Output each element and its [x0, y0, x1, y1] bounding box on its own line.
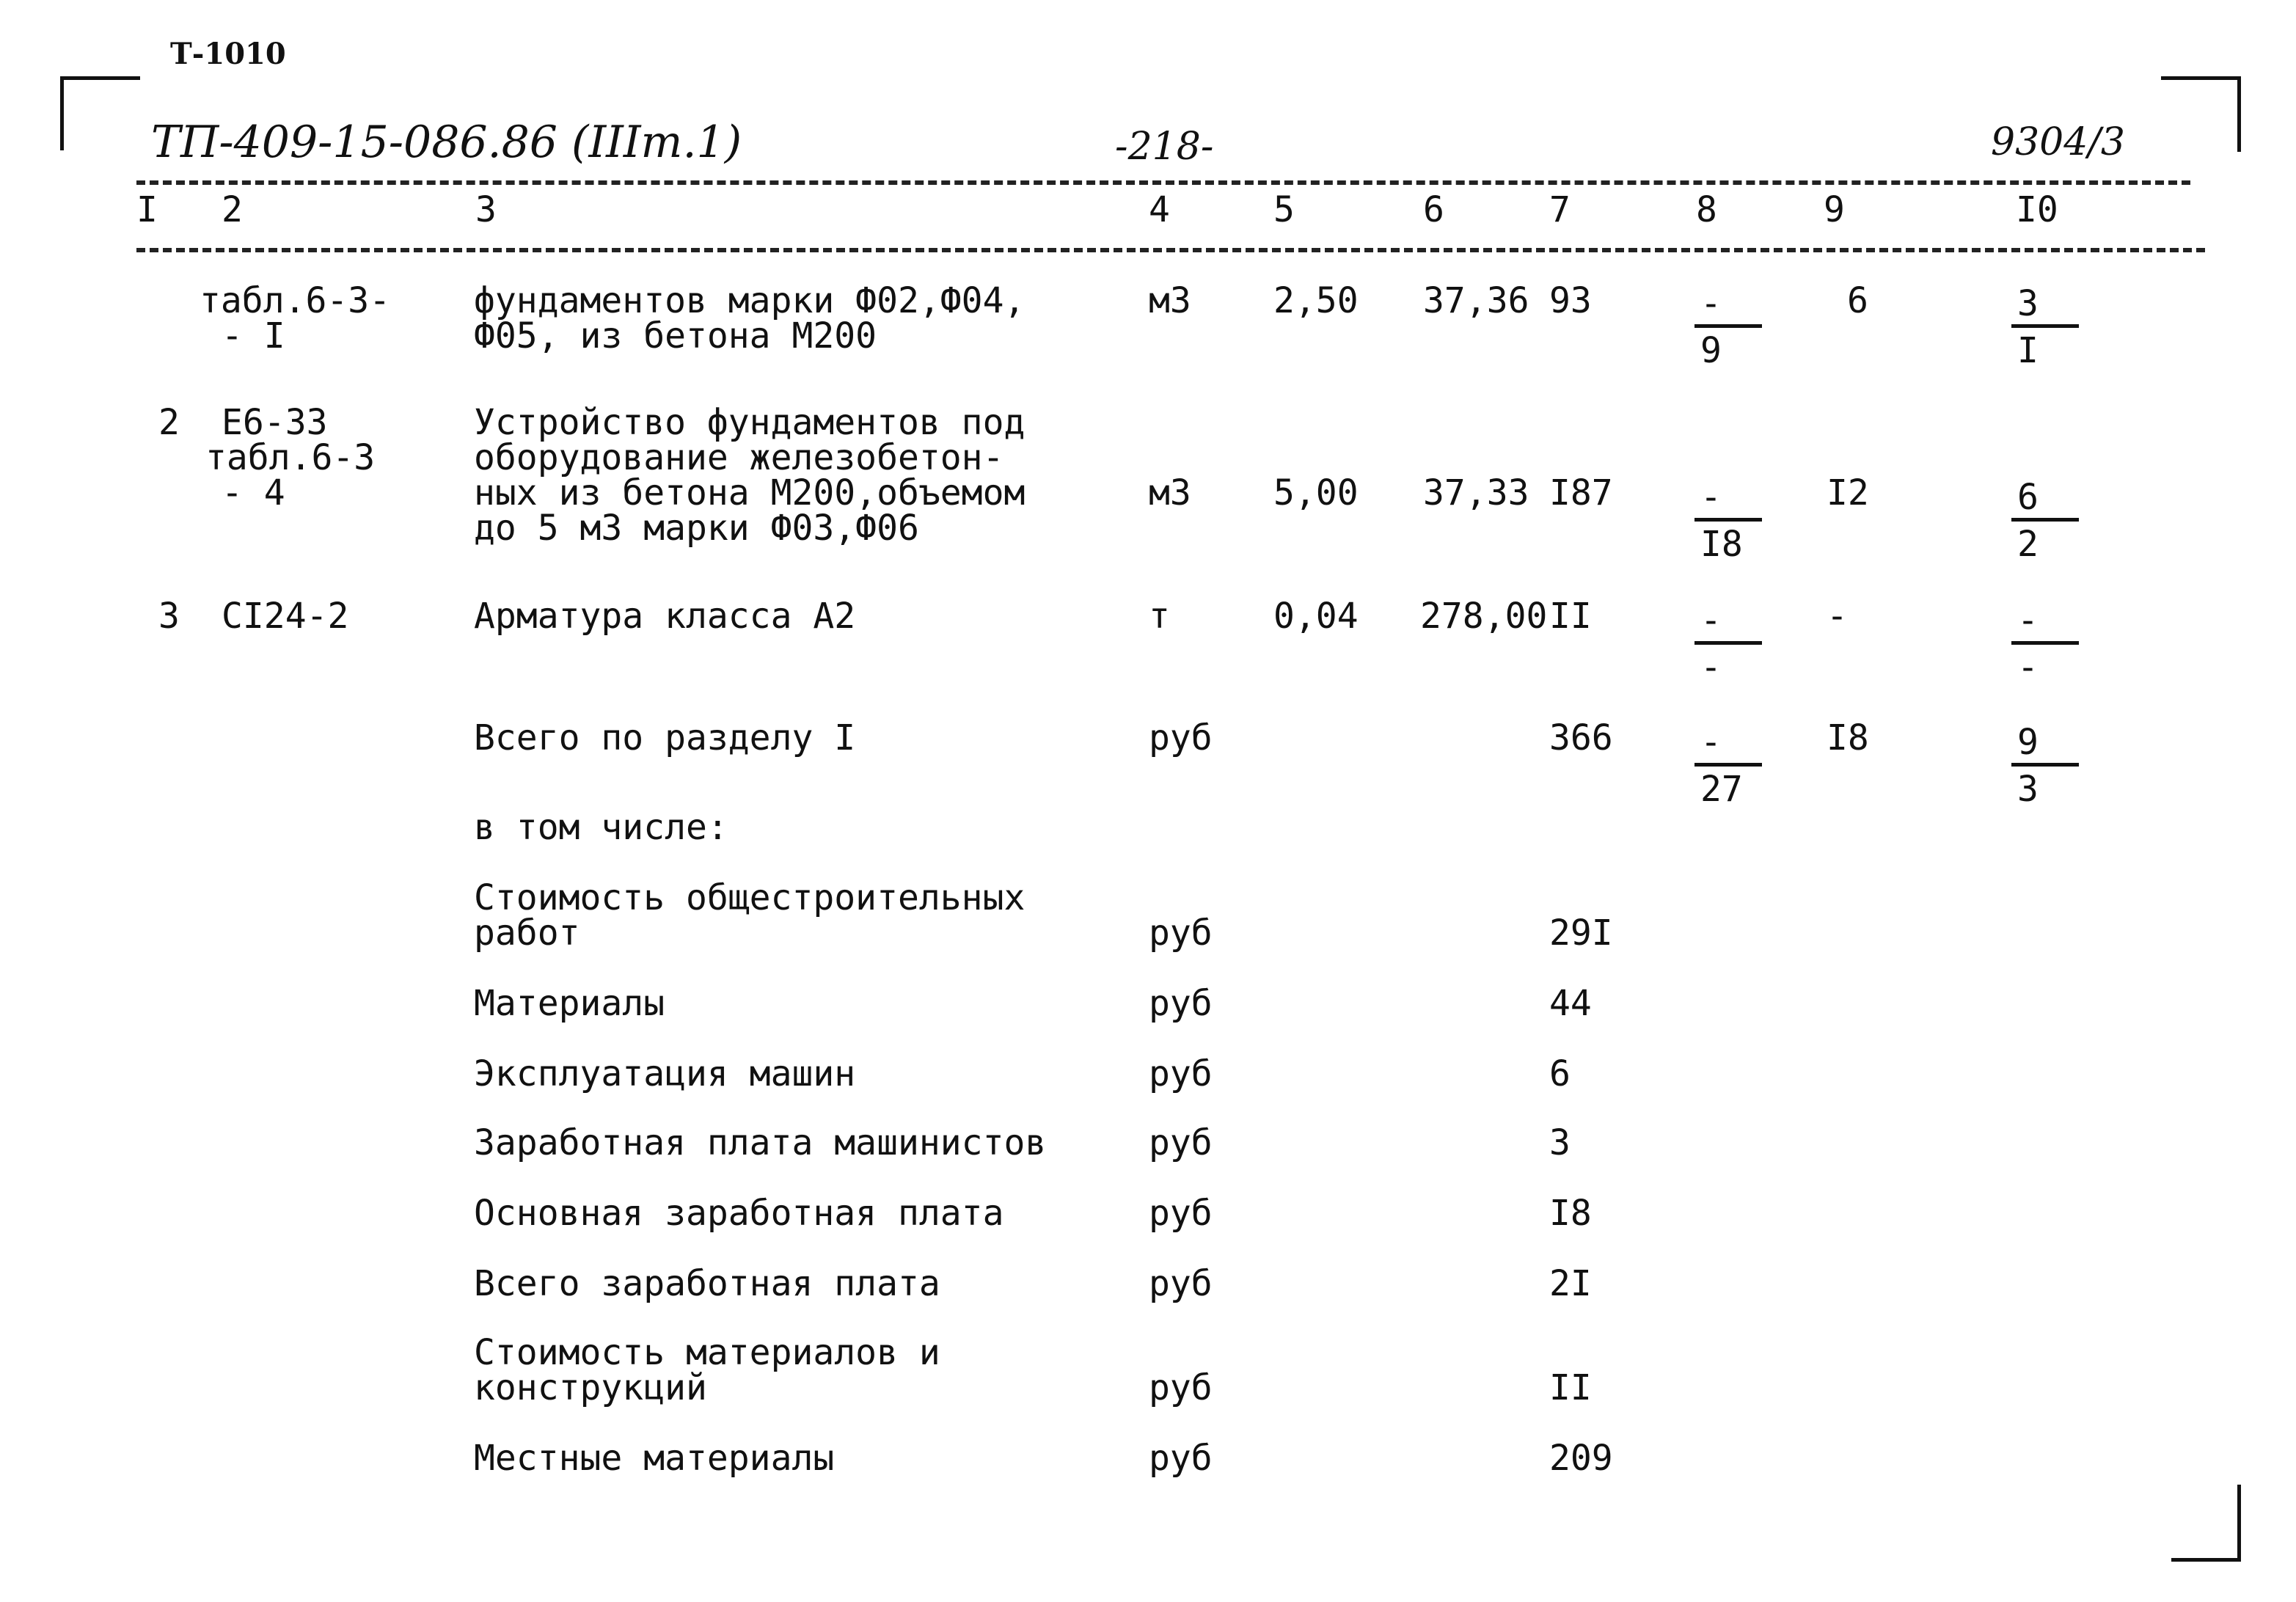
row-total: 93	[1549, 280, 1592, 321]
row-col8-fraction	[1694, 600, 1768, 688]
row-col9: -	[1827, 596, 1848, 637]
row-description-line: оборудование железобетон-	[474, 437, 1004, 478]
fraction-numerator: -	[2017, 600, 2039, 641]
row-total: II	[1549, 596, 1592, 637]
row-code-line: - 4	[222, 472, 285, 513]
fraction-numerator: -	[1700, 283, 1722, 324]
breakdown-unit: руб	[1149, 1438, 1213, 1479]
breakdown-unit: руб	[1149, 1263, 1213, 1304]
section-total-value: 366	[1549, 717, 1613, 758]
row-price: 278,00	[1420, 596, 1548, 637]
row-col10-fraction	[2011, 477, 2085, 565]
row-code-line: табл.6-3-	[200, 280, 391, 321]
row-col9: 6	[1847, 280, 1868, 321]
breakdown-unit: руб	[1149, 1367, 1213, 1408]
row-description-line: до 5 м3 марки Ф03,Ф06	[474, 508, 919, 549]
section-total-col8-fraction	[1694, 722, 1768, 810]
fraction-bar	[1694, 324, 1762, 328]
column-header-4: 4	[1149, 189, 1170, 230]
row-code-line: - I	[222, 315, 285, 356]
breakdown-value: 29I	[1549, 912, 1613, 954]
column-header-1: I	[136, 189, 158, 230]
row-code-line: Е6-33	[222, 402, 328, 443]
row-quantity: 2,50	[1273, 280, 1359, 321]
breakdown-label-line: Всего заработная плата	[474, 1263, 940, 1304]
breakdown-unit: руб	[1149, 912, 1213, 954]
reference-number: 9304/3	[1991, 120, 2125, 164]
row-description-line: ных из бетона М200,объемом	[474, 472, 1025, 513]
fraction-bar	[2011, 763, 2079, 767]
fraction-denominator: 27	[1700, 769, 1743, 810]
header-rule-top	[136, 180, 2190, 185]
row-col9: I2	[1827, 472, 1869, 513]
fraction-denominator: -	[1700, 647, 1722, 688]
row-code-line: СI24-2	[222, 596, 349, 637]
row-total: I87	[1549, 472, 1613, 513]
fraction-numerator: -	[1700, 722, 1722, 763]
row-quantity: 0,04	[1273, 596, 1359, 637]
breakdown-value: 3	[1549, 1122, 1571, 1163]
row-unit: м3	[1149, 280, 1191, 321]
breakdown-label-line: Материалы	[474, 983, 665, 1024]
fraction-bar	[2011, 518, 2079, 522]
fraction-numerator: 6	[2017, 477, 2039, 518]
fraction-numerator: 9	[2017, 722, 2039, 763]
breakdown-label-line: работ	[474, 912, 580, 954]
breakdown-label-line: Стоимость общестроительных	[474, 877, 1025, 918]
fraction-bar	[1694, 763, 1762, 767]
breakdown-label-line: Основная заработная плата	[474, 1193, 1004, 1234]
row-description-line: фундаментов марки Ф02,Ф04,	[474, 280, 1025, 321]
breakdown-label-line: Стоимость материалов и	[474, 1332, 940, 1373]
fraction-denominator: 9	[1700, 330, 1722, 371]
row-number: 3	[158, 596, 180, 637]
fraction-denominator: 2	[2017, 524, 2039, 565]
document-number: ТП-409-15-086.86 (IIIт.1)	[151, 117, 742, 168]
row-col8-fraction	[1694, 477, 1768, 565]
sheet-code: Т-1010	[170, 37, 286, 71]
row-description-line: Ф05, из бетона М200	[474, 315, 877, 356]
column-header-8: 8	[1696, 189, 1717, 230]
breakdown-value: 2I	[1549, 1263, 1592, 1304]
row-col10-fraction	[2011, 600, 2085, 688]
fraction-denominator: -	[2017, 647, 2039, 688]
frame-corner-top-left	[60, 76, 140, 150]
column-header-7: 7	[1549, 189, 1571, 230]
section-total-label: Всего по разделу I	[474, 717, 856, 758]
column-header-5: 5	[1273, 189, 1295, 230]
row-unit: м3	[1149, 472, 1191, 513]
breakdown-unit: руб	[1149, 983, 1213, 1024]
breakdown-value: 6	[1549, 1053, 1571, 1094]
row-price: 37,36	[1423, 280, 1529, 321]
breakdown-unit: руб	[1149, 1193, 1213, 1234]
breakdown-value: 209	[1549, 1438, 1613, 1479]
fraction-numerator: 3	[2017, 283, 2039, 324]
section-total-unit: руб	[1149, 717, 1213, 758]
column-header-3: 3	[475, 189, 497, 230]
breakdown-label-line: Местные материалы	[474, 1438, 835, 1479]
fraction-denominator: 3	[2017, 769, 2039, 810]
column-header-6: 6	[1423, 189, 1444, 230]
row-description-line: Арматура класса А2	[474, 596, 856, 637]
page-number: -218-	[1115, 125, 1214, 169]
breakdown-label-line: Эксплуатация машин	[474, 1053, 856, 1094]
breakdown-label-line: Заработная плата машинистов	[474, 1122, 1047, 1163]
fraction-bar	[1694, 518, 1762, 522]
breakdown-value: 44	[1549, 983, 1592, 1024]
fraction-denominator: I8	[1700, 524, 1743, 565]
frame-corner-bottom-right	[2171, 1485, 2241, 1562]
fraction-bar	[2011, 324, 2079, 328]
column-header-2: 2	[222, 189, 243, 230]
fraction-numerator: -	[1700, 600, 1722, 641]
fraction-bar	[2011, 641, 2079, 645]
column-header-10: I0	[2016, 189, 2058, 230]
breakdown-value: I8	[1549, 1193, 1592, 1234]
row-description-line: Устройство фундаментов под	[474, 402, 1025, 443]
section-total-col9: I8	[1827, 717, 1869, 758]
breakdown-label-line: конструкций	[474, 1367, 707, 1408]
fraction-numerator: -	[1700, 477, 1722, 518]
row-number: 2	[158, 402, 180, 443]
breakdown-unit: руб	[1149, 1122, 1213, 1163]
column-header-9: 9	[1824, 189, 1845, 230]
frame-corner-top-right	[2161, 76, 2241, 152]
fraction-bar	[1694, 641, 1762, 645]
breakdown-value: II	[1549, 1367, 1592, 1408]
row-code-line: табл.6-3	[205, 437, 376, 478]
fraction-denominator: I	[2017, 330, 2039, 371]
row-col10-fraction	[2011, 283, 2085, 371]
row-price: 37,33	[1423, 472, 1529, 513]
row-quantity: 5,00	[1273, 472, 1359, 513]
section-total-col10-fraction	[2011, 722, 2085, 810]
including-label: в том числе:	[474, 807, 728, 848]
row-unit: т	[1149, 596, 1170, 637]
header-rule-bottom	[136, 248, 2205, 252]
breakdown-unit: руб	[1149, 1053, 1213, 1094]
row-col8-fraction	[1694, 283, 1768, 371]
